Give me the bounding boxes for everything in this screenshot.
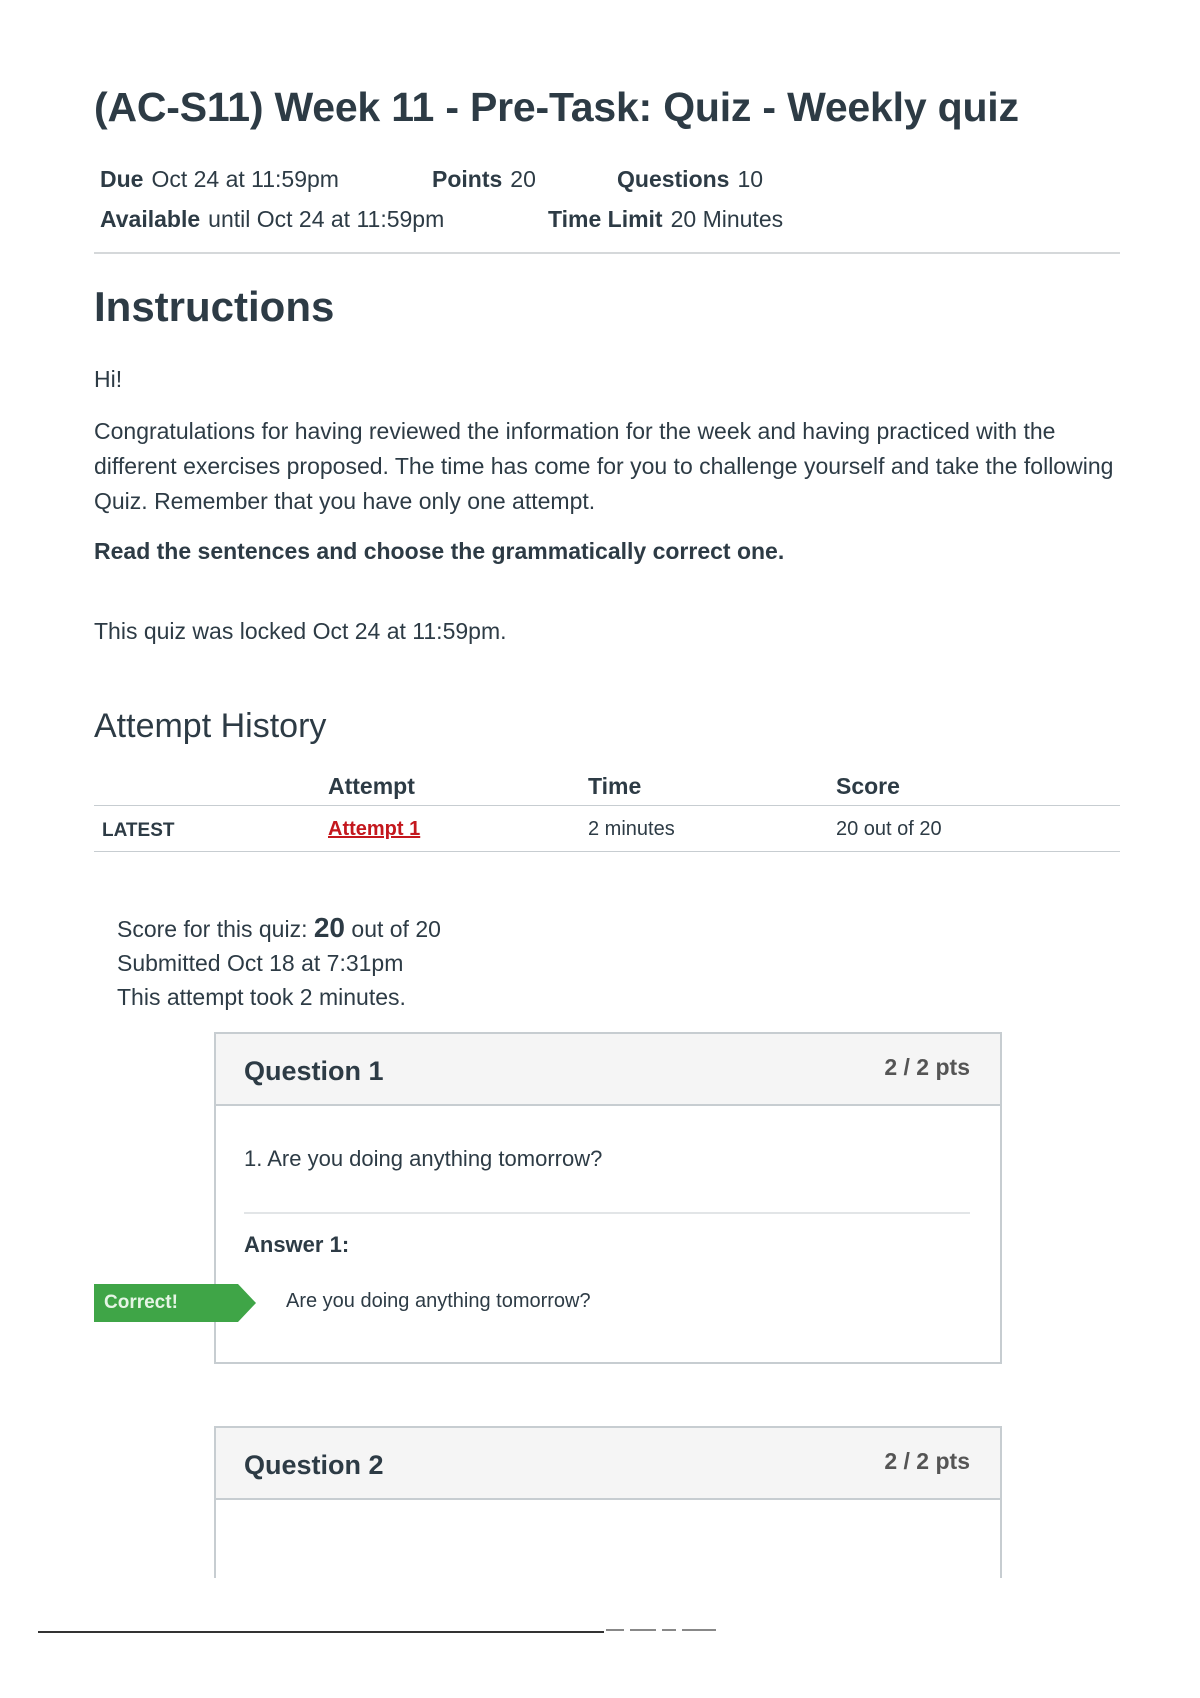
attempt-duration: This attempt took 2 minutes. xyxy=(117,984,406,1010)
score-suffix: out of 20 xyxy=(351,916,441,942)
points-value: 20 xyxy=(510,166,536,192)
time-limit-value: 20 Minutes xyxy=(670,206,784,232)
table-header-divider xyxy=(94,805,1120,806)
question-header xyxy=(216,1428,1000,1500)
points-label: Points xyxy=(432,166,503,192)
answer-value: Are you doing anything tomorrow? xyxy=(286,1290,591,1312)
submitted-time: Submitted Oct 18 at 7:31pm xyxy=(117,950,404,976)
page-footer-mark xyxy=(606,1629,724,1632)
header-divider xyxy=(94,252,1120,254)
attempt-history-heading: Attempt History xyxy=(94,707,327,745)
question-card-1 xyxy=(214,1032,1002,1364)
question-divider xyxy=(244,1212,970,1214)
meta-available xyxy=(100,206,444,233)
meta-points xyxy=(432,166,536,193)
quiz-locked-notice: This quiz was locked Oct 24 at 11:59pm. xyxy=(94,618,507,644)
attempt-time: 2 minutes xyxy=(588,818,675,840)
question-points: 2 / 2 pts xyxy=(884,1054,970,1080)
meta-row-1 xyxy=(100,166,339,193)
greeting-text: Hi! xyxy=(94,366,123,392)
instructions-body: Congratulations for having reviewed the information for the week and having practiced with the different exercises proposed. The time has come for you to challenge yourself and take the following Quiz. Remember that you have only one attempt. xyxy=(94,418,1114,514)
question-text: 1. Are you doing anything tomorrow? xyxy=(244,1146,603,1171)
available-label: Available xyxy=(100,206,201,232)
instructions-directive: Read the sentences and choose the grammatically correct one. xyxy=(94,538,785,564)
attempt-1-link[interactable]: Attempt 1 xyxy=(328,818,421,840)
answer-label: Answer 1: xyxy=(244,1232,350,1257)
available-value: until Oct 24 at 11:59pm xyxy=(208,206,445,232)
question-title: Question 1 xyxy=(244,1056,384,1086)
questions-label: Questions xyxy=(617,166,730,192)
due-value: Oct 24 at 11:59pm xyxy=(151,166,339,192)
score-prefix: Score for this quiz: xyxy=(117,916,308,942)
quiz-score-summary xyxy=(117,912,441,944)
instructions-heading: Instructions xyxy=(94,283,335,330)
due-label: Due xyxy=(100,166,144,192)
meta-time-limit xyxy=(548,206,783,233)
question-card-2 xyxy=(214,1426,1002,1578)
time-limit-label: Time Limit xyxy=(548,206,663,232)
question-title: Question 2 xyxy=(244,1450,384,1480)
question-points: 2 / 2 pts xyxy=(884,1448,970,1474)
question-header xyxy=(216,1034,1000,1106)
latest-tag: LATEST xyxy=(102,820,175,841)
table-row-divider xyxy=(94,851,1120,852)
attempt-score: 20 out of 20 xyxy=(836,818,942,840)
score-value: 20 xyxy=(313,912,346,943)
meta-questions xyxy=(617,166,763,193)
quiz-title: (AC-S11) Week 11 - Pre-Task: Quiz - Weekly quiz xyxy=(94,84,1019,130)
column-header-score: Score xyxy=(836,773,900,799)
correct-answer-badge: Correct! xyxy=(94,1284,238,1322)
column-header-time: Time xyxy=(588,773,642,799)
page-footer-rule xyxy=(38,1631,604,1633)
column-header-attempt: Attempt xyxy=(328,773,415,799)
questions-value: 10 xyxy=(737,166,764,192)
